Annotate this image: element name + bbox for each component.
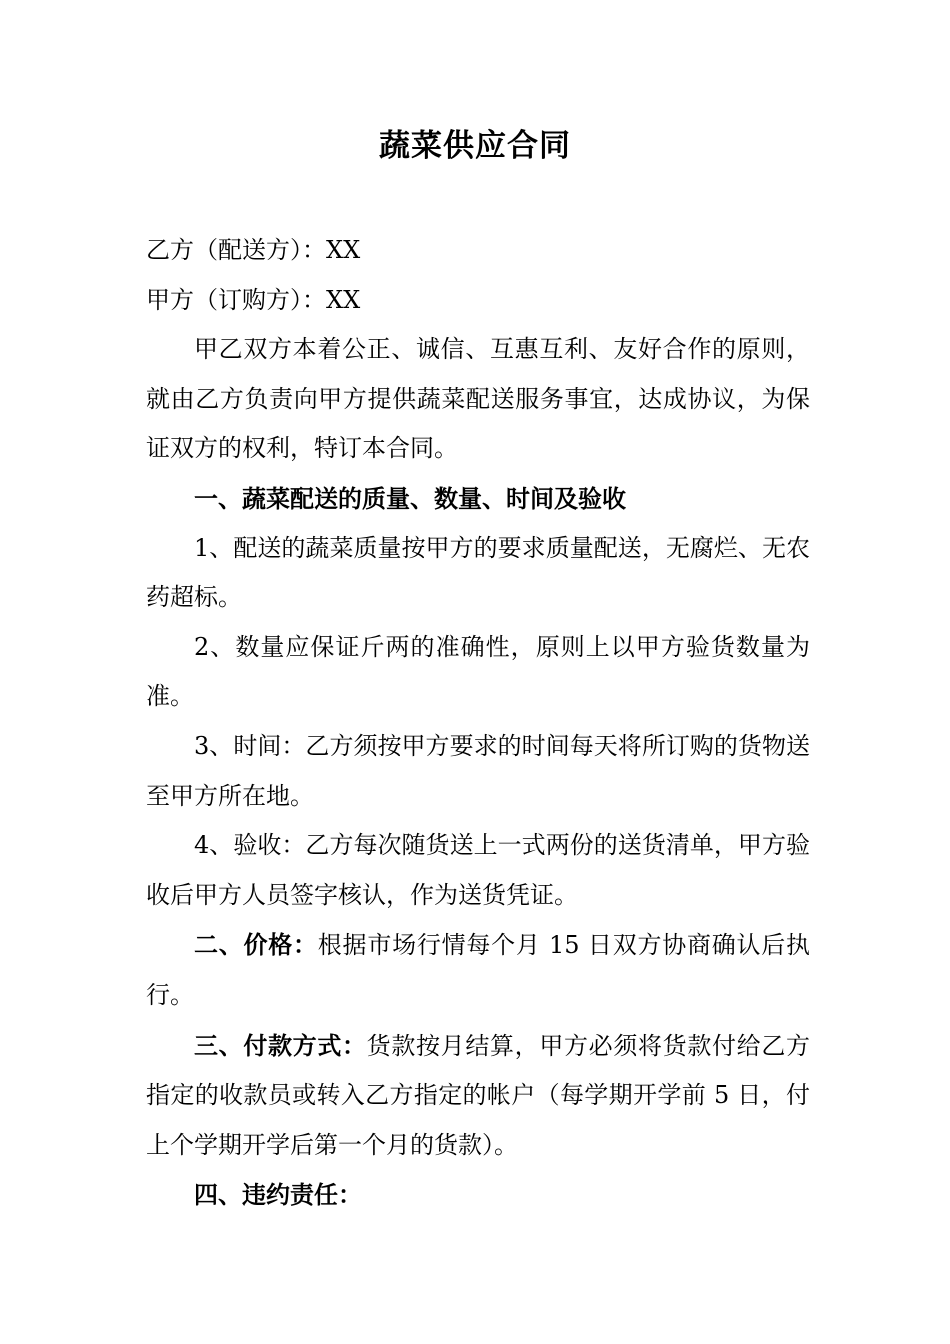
section-3-text: 货款按月结算，甲方必须将货款付给乙方指定的收款员或转入乙方指定的帐户（每学期开学前 5 日，付上个学期开学后第一个月的货款）。 (146, 1031, 811, 1159)
section-1-item-4: 4、验收：乙方每次随货送上一式两份的送货清单，甲方验收后甲方人员签字核认，作为送货凭证。 (146, 831, 810, 909)
document-body (146, 226, 810, 1220)
section-1-heading: 一、蔬菜配送的质量、数量、时间及验收 (194, 483, 626, 513)
party-a-line: 甲方（订购方）：XX (146, 285, 361, 314)
section-2-label: 二、价格： (194, 930, 318, 960)
section-1-item-3: 3、时间：乙方须按甲方要求的时间每天将所订购的货物送至甲方所在地。 (146, 731, 810, 810)
section-1-item-1: 1、配送的蔬菜质量按甲方的要求质量配送，无腐烂、无农药超标。 (146, 533, 810, 612)
section-1-item-2: 2、数量应保证斤两的准确性，原则上以甲方验货数量为准。 (146, 632, 810, 711)
preamble-paragraph: 甲乙双方本着公正、诚信、互惠互利、友好合作的原则，就由乙方负责向甲方提供蔬菜配送服务事宜，达成协议，为保证双方的权利，特订本合同。 (146, 335, 810, 463)
section-2-paragraph (146, 920, 810, 1020)
party-b-line: 乙方（配送方）：XX (146, 236, 361, 264)
section-4-heading: 四、违约责任： (194, 1180, 362, 1210)
section-3-paragraph (146, 1021, 810, 1171)
section-2-text: 根据市场行情每个月 15 日双方协商确认后执行。 (146, 931, 811, 1009)
document-title: 蔬菜供应合同 (379, 128, 571, 164)
section-3-label: 三、付款方式： (194, 1030, 367, 1060)
